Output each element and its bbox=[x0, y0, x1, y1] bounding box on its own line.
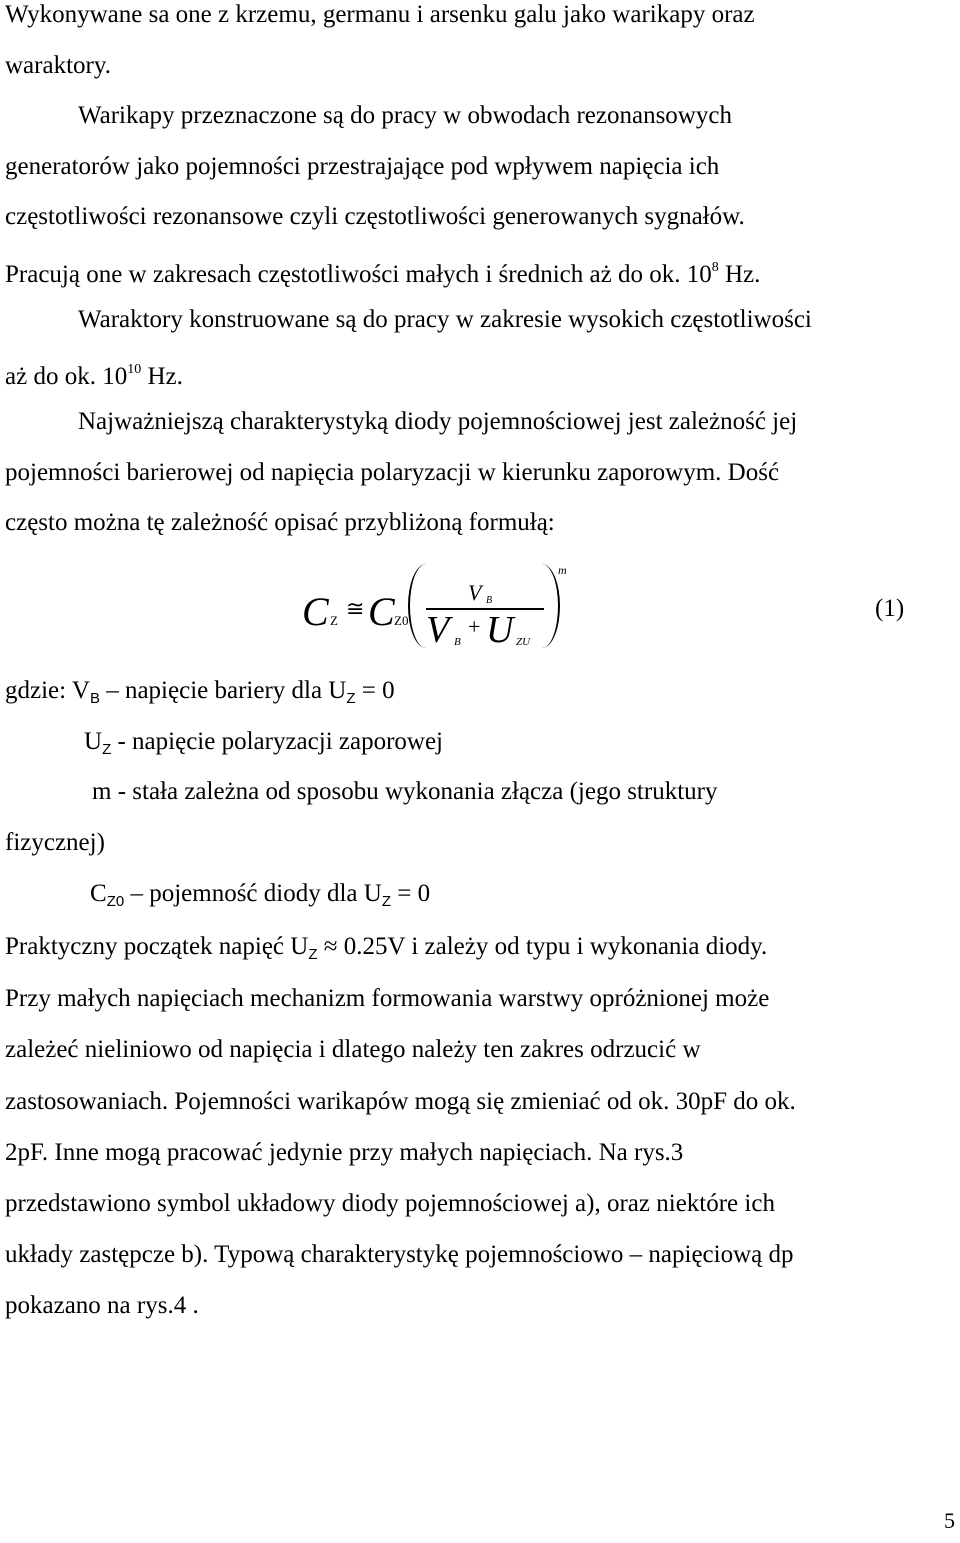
text-fragment: gdzie: V bbox=[5, 677, 90, 704]
text-line: generatorów jako pojemności przestrajające pod wpływem napięcia ich bbox=[5, 153, 720, 180]
text-fragment: – napięcie bariery dla U bbox=[99, 677, 347, 704]
formula bbox=[290, 562, 590, 662]
definition-cz0 bbox=[90, 879, 430, 917]
text-fragment: - napięcie polaryzacji zaporowej bbox=[111, 728, 443, 755]
text-fragment: aż do ok. 10 bbox=[5, 363, 128, 390]
text-line: Najważniejszą charakterystyką diody pojemnościowej jest zależność jej bbox=[78, 408, 798, 435]
subscript: Z bbox=[381, 893, 391, 910]
approx-symbol: ≈ bbox=[317, 933, 344, 960]
formula-den-u-sub: ZU bbox=[516, 636, 531, 648]
text-fragment: = 0 bbox=[355, 677, 395, 704]
text-line: zależeć nieliniowo od napięcia i dlatego należy ten zakres odrzucić w bbox=[5, 1036, 701, 1063]
formula-num-v: V bbox=[468, 580, 482, 605]
text-fragment: Hz. bbox=[141, 363, 183, 390]
formula-approx: ≅ bbox=[346, 596, 365, 621]
subscript: Z bbox=[308, 946, 318, 963]
subscript: Z bbox=[102, 741, 112, 758]
text-fragment: C bbox=[90, 880, 107, 907]
text-line: Waraktory konstruowane są do pracy w zakresie wysokich częstotliwości bbox=[78, 306, 812, 333]
formula-exponent: m bbox=[558, 563, 567, 577]
formula-cz: C bbox=[302, 589, 329, 634]
formula-cz-sub: Z bbox=[330, 613, 338, 628]
formula-den-u: U bbox=[486, 609, 514, 651]
text-fragment: – pojemność diody dla U bbox=[124, 880, 382, 907]
text-fragment: U bbox=[84, 728, 103, 755]
text-line: układy zastępcze b). Typową charakterystykę pojemnościowo – napięciową dp bbox=[5, 1241, 794, 1268]
subscript: Z bbox=[346, 690, 356, 707]
text-fragment: Hz. bbox=[718, 261, 761, 288]
text-line bbox=[5, 355, 183, 392]
text-line: Przy małych napięciach mechanizm formowania warstwy opróżnionej może bbox=[5, 985, 770, 1012]
text-line: często można tę zależność opisać przybliżoną formułą: bbox=[5, 509, 555, 536]
page-number: 5 bbox=[944, 1508, 955, 1533]
text-line: częstotliwości rezonansowe czyli częstotliwości generowanych sygnałów. bbox=[5, 203, 745, 230]
definition-m: m - stała zależna od sposobu wykonania złącza (jego struktury bbox=[92, 778, 718, 805]
left-parenthesis bbox=[408, 564, 426, 648]
definition-uz bbox=[84, 727, 443, 765]
text-fragment: Pracują one w zakresach częstotliwości małych i średnich aż do ok. 10 bbox=[5, 261, 712, 288]
superscript: 8 bbox=[711, 260, 719, 275]
text-line: zastosowaniach. Pojemności warikapów mogą się zmieniać od ok. 30pF do ok. bbox=[5, 1088, 796, 1115]
text-fragment: Praktyczny początek napięć U bbox=[5, 933, 309, 960]
formula-plus: + bbox=[468, 614, 481, 639]
formula-cz0: C bbox=[368, 589, 395, 634]
formula-num-v-sub: B bbox=[486, 595, 493, 606]
text-line: waraktory. bbox=[5, 52, 111, 79]
definition-vb bbox=[5, 676, 395, 714]
text-line: pojemności barierowej od napięcia polaryzacji w kierunku zaporowym. Dość bbox=[5, 459, 780, 486]
superscript: 10 bbox=[127, 362, 142, 377]
text-line: Wykonywane sa one z krzemu, germanu i arsenku galu jako warikapy oraz bbox=[5, 1, 755, 28]
formula-den-v: V bbox=[426, 609, 450, 651]
text-line bbox=[5, 253, 760, 290]
text-fragment: 0.25V i zależy od typu i wykonania diody. bbox=[343, 933, 768, 960]
formula-cz0-sub: Z0 bbox=[394, 613, 409, 628]
text-fragment: = 0 bbox=[390, 880, 431, 907]
formula-den-v-sub: B bbox=[454, 636, 461, 648]
equation-number: (1) bbox=[875, 595, 905, 622]
text-line: pokazano na rys.4 . bbox=[5, 1292, 199, 1319]
text-line: przedstawiono symbol układowy diody pojemnościowej a), oraz niektóre ich bbox=[5, 1190, 775, 1217]
text-line: 2pF. Inne mogą pracować jedynie przy małych napięciach. Na rys.3 bbox=[5, 1139, 684, 1166]
text-line: Warikapy przeznaczone są do pracy w obwodach rezonansowych bbox=[78, 102, 732, 129]
subscript: Z0 bbox=[106, 893, 125, 910]
text-line bbox=[5, 932, 767, 970]
subscript: B bbox=[89, 690, 100, 707]
definition-m-cont: fizycznej) bbox=[5, 829, 105, 856]
